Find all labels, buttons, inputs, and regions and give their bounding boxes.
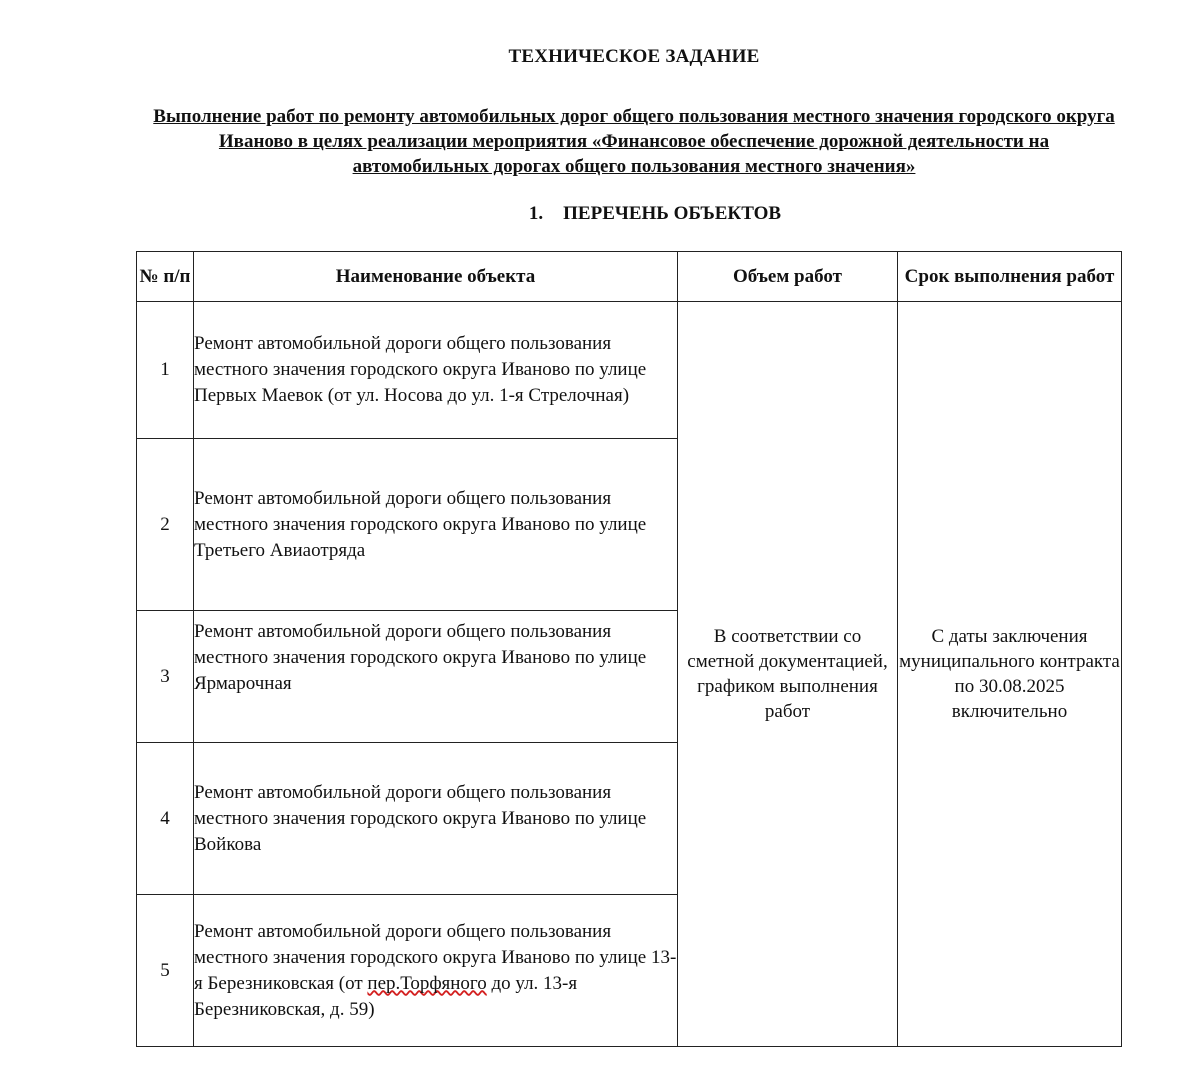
row-object-name: Ремонт автомобильной дороги общего пользования местного значения городского округа Иваново по улице Третьего Авиаотряда [194,439,678,611]
row-number: 1 [137,302,194,439]
name-text: Ремонт автомобильной дороги общего пользования местного значения городского округа Иваново по улице 13-я Березниковская (от [194,920,677,994]
objects-table [136,251,1122,1047]
section-heading [0,203,1200,225]
deadline-cell: С даты заключения муниципального контракта по 30.08.2025 включительно [898,302,1122,1047]
row-object-name: Ремонт автомобильной дороги общего пользования местного значения городского округа Иваново по улице Войкова [194,743,678,895]
row-number: 2 [137,439,194,611]
table-header-row [137,252,1122,302]
volume-cell: В соответствии со сметной документацией, графиком выполнения работ [678,302,898,1047]
header-number: № п/п [137,252,194,302]
row-object-name [194,895,678,1047]
row-number: 4 [137,743,194,895]
header-volume: Объем работ [678,252,898,302]
table-row [137,302,1122,439]
section-title: ПЕРЕЧЕНЬ ОБЪЕКТОВ [563,203,782,224]
document-title: ТЕХНИЧЕСКОЕ ЗАДАНИЕ [508,46,760,67]
row-number: 5 [137,895,194,1047]
row-number: 3 [137,611,194,743]
row-object-name: Ремонт автомобильной дороги общего пользования местного значения городского округа Иваново по улице Первых Маевок (от ул. Носова до ул. 1-я Стрелочная) [194,302,678,439]
spellcheck-underlined-word: пер.Торфяного [367,972,487,994]
document-subtitle: Выполнение работ по ремонту автомобильных дорог общего пользования местного значения городского округа Иваново в целях реализации мероприятия «Финансовое обеспечение дорожной деятельности на автомобильных дорогах общего пользования местного значения» [153,106,1115,177]
header-name: Наименование объекта [194,252,678,302]
header-deadline: Срок выполнения работ [898,252,1122,302]
row-object-name: Ремонт автомобильной дороги общего пользования местного значения городского округа Иваново по улице Ярмарочная [194,611,678,743]
name-text: до ул. 13-я Березниковская, д. 59) [194,972,578,1020]
section-number: 1. [528,203,544,224]
